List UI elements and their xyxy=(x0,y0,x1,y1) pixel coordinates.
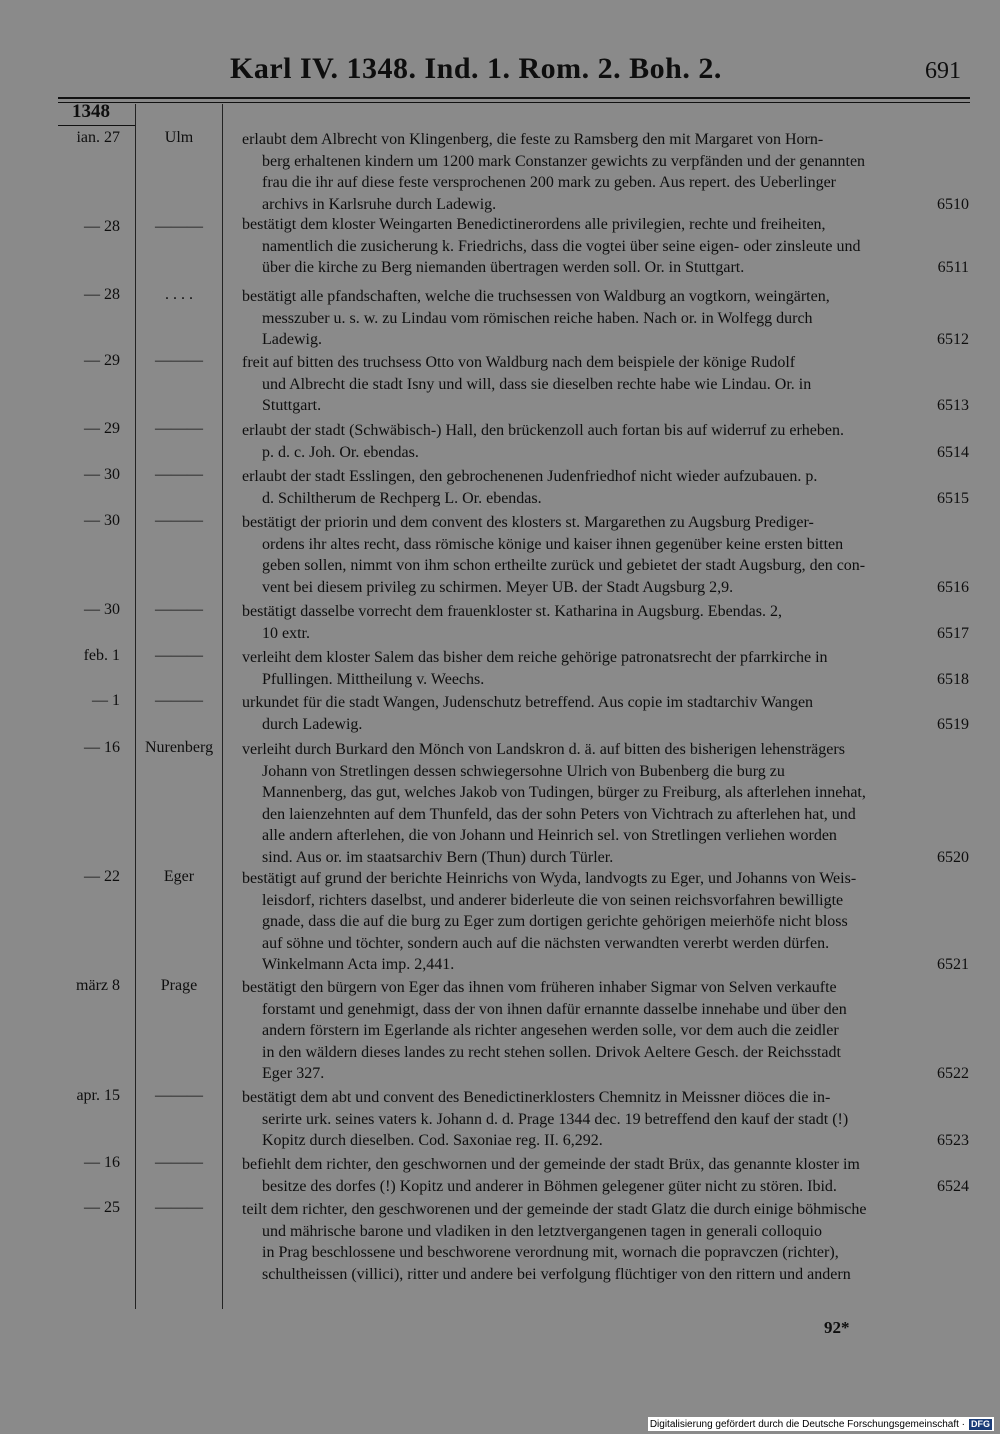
entry-text xyxy=(242,1154,969,1197)
entry-text xyxy=(242,1199,969,1285)
entry-text xyxy=(242,420,969,463)
entry-text-line xyxy=(242,194,969,216)
entry-text-span: 10 extr. xyxy=(262,624,310,642)
entry-text-line xyxy=(242,1221,969,1243)
entry-text xyxy=(242,129,969,215)
entry-text-span: messzuber u. s. w. zu Lindau vom römischen reiche haben. Nach or. in Wolfegg durch xyxy=(262,309,813,327)
entry-number: 6518 xyxy=(937,670,969,688)
entry-text-span: bestätigt der priorin und dem convent des klosters st. Margarethen zu Augsburg Prediger- xyxy=(242,514,814,531)
entry-text-line xyxy=(242,1176,969,1198)
entry-text-span: p. d. c. Joh. Or. ebendas. xyxy=(262,443,419,461)
entry-text xyxy=(242,352,969,417)
entry-text xyxy=(242,512,969,598)
entry-text-span: alle andern afterlehen, die von Johann und Heinrich sel. von Stretlingen verliehen worden xyxy=(262,827,837,844)
entry-text-line xyxy=(242,890,969,912)
entry-text-span: Stuttgart. xyxy=(262,397,322,414)
entry-date: — 30 xyxy=(84,601,120,618)
entry-text-span: besitze des dorfes (!) Kopitz und anderer in Böhmen gelegener güter nicht zu stören. Ibid. xyxy=(262,1177,837,1195)
entry-text-line xyxy=(242,954,969,976)
entry-date: — 22 xyxy=(84,868,120,885)
entry-text-line xyxy=(242,1020,969,1042)
entry-text-span: Winkelmann Acta imp. 2,441. xyxy=(262,956,455,973)
entry-text-span: archivs in Karlsruhe durch Ladewig. xyxy=(262,195,497,213)
entry-text-line xyxy=(242,669,969,691)
entry-text-line xyxy=(242,257,969,279)
entry-place: ——— xyxy=(155,466,203,483)
column-divider-place xyxy=(222,104,223,1309)
entry-text-line xyxy=(242,329,969,351)
entry-text-span: gnade, dass die auf die burg zu Eger zum dortigen gerichte gehörigen meierhöfe nicht bloss xyxy=(262,913,848,930)
entry-text-span: erlaubt dem Albrecht von Klingenberg, die feste zu Ramsberg den mit Margaret von Horn- xyxy=(242,131,824,148)
entry-text-span: Pfullingen. Mittheilung v. Weechs. xyxy=(262,670,485,688)
entry-text-line xyxy=(242,1199,969,1221)
entry-date: — 16 xyxy=(84,1154,120,1171)
entry-text-line xyxy=(242,488,969,510)
page-number: 691 xyxy=(925,58,961,84)
entry-text xyxy=(242,466,969,509)
entry-text-line xyxy=(242,1130,969,1152)
entry-number: 6521 xyxy=(937,956,969,973)
entry-text xyxy=(242,286,969,351)
entry-place: ——— xyxy=(155,420,203,437)
entry-text xyxy=(242,977,969,1085)
entry-text-span: bestätigt den bürgern von Eger das ihnen vom früheren inhaber Sigmar von Selven verkaufte xyxy=(242,979,837,996)
entry-text-span: namentlich die zusicherung k. Friedrichs, dass die vogtei über seine eigen- oder zinsleute und xyxy=(262,237,861,255)
entry-number: 6512 xyxy=(937,331,969,348)
entry-text-line xyxy=(242,466,969,488)
entry-text-span: bestätigt dem kloster Weingarten Benedictinerordens alle privilegien, rechte und freiheiten, xyxy=(242,216,826,233)
year-label: 1348 xyxy=(72,101,110,122)
entry-text-span: bestätigt auf grund der berichte Heinrichs von Wyda, landvogts zu Eger, und Johanns von Weis- xyxy=(242,870,857,887)
entry-text-line xyxy=(242,739,969,761)
entry-text-span: d. Schiltherum de Rechperg L. Or. ebendas. xyxy=(262,489,542,507)
entry-text-span: befiehlt dem richter, den geschwornen und der gemeinde der stadt Brüx, das genannte kloster im xyxy=(242,1156,860,1173)
entry-text-line xyxy=(242,825,969,847)
entry-text-line xyxy=(242,308,969,330)
entry-place: ——— xyxy=(155,512,203,529)
entry-text-span: bestätigt dasselbe vorrecht dem frauenkloster st. Katharina in Augsburg. Ebendas. 2, xyxy=(242,603,783,620)
entry-text-line xyxy=(242,352,969,374)
entry-text-line xyxy=(242,395,969,417)
entry-text xyxy=(242,739,969,868)
entry-text-line xyxy=(242,286,969,308)
entry-date: märz 8 xyxy=(76,977,120,994)
entry-text-span: Mannenberg, das gut, welches Jakob von Tudingen, bürger zu Freiburg, als afterlehen innehat, xyxy=(262,784,866,801)
entry-date: apr. 15 xyxy=(76,1087,120,1104)
entry-text-span: ordens ihr altes recht, dass römische könige und kaiser ihnen gegenüber keine ersten bitten xyxy=(262,535,844,553)
entry-text-line xyxy=(242,555,969,577)
entry-text-line xyxy=(242,236,969,258)
entry-date: — 16 xyxy=(84,739,120,756)
entry-text-line xyxy=(242,1242,969,1264)
entry-place: Ulm xyxy=(164,129,194,146)
entry-number: 6516 xyxy=(937,578,969,596)
entry-text-span: auf söhne und töchter, sondern auch auf die nächsten verwandten vererbt werden dürfen. xyxy=(262,934,830,952)
entry-text-span: bestätigt dem abt und convent des Benedictinerklosters Chemnitz in Meissner diöces die in- xyxy=(242,1089,831,1106)
entry-text-line xyxy=(242,1154,969,1176)
entry-text-span: andern förstern im Egerlande als richter angesehen werden solle, vor dem auch die zeidler xyxy=(262,1022,839,1039)
footer-text: Digitalisierung gefördert durch die Deutsche Forschungsgemeinschaft · xyxy=(649,1418,965,1430)
entry-text-line xyxy=(242,761,969,783)
entry-text-span: urkundet für die stadt Wangen, Judenschutz betreffend. Aus copie im stadtarchiv Wangen xyxy=(242,694,814,711)
entry-text-line xyxy=(242,911,969,933)
entry-text-line xyxy=(242,623,969,645)
entry-place: ——— xyxy=(155,1087,203,1104)
entry-place: Prage xyxy=(160,977,198,994)
entry-text xyxy=(242,868,969,976)
entry-text-line xyxy=(242,977,969,999)
entry-place: ——— xyxy=(155,1154,203,1171)
entry-text-line xyxy=(242,847,969,869)
entry-text-span: teilt dem richter, den geschworenen und der gemeinde der stadt Glatz die durch einige böhmische xyxy=(242,1201,867,1218)
entry-text-span: vent bei diesem privileg zu schirmen. Meyer UB. der Stadt Augsburg 2,9. xyxy=(262,578,734,596)
entry-text-line xyxy=(242,374,969,396)
entry-date: — 25 xyxy=(84,1199,120,1216)
entry-text-line xyxy=(242,692,969,714)
entry-number: 6520 xyxy=(937,848,969,866)
entry-number: 6511 xyxy=(937,259,969,276)
entry-number: 6524 xyxy=(937,1177,969,1195)
entry-text-span: forstamt und genehmigt, dass der von ihnen dafür ernannte dasselbe innehabe und über den xyxy=(262,1000,847,1018)
entry-text-span: Eger 327. xyxy=(262,1065,325,1082)
entry-place: ——— xyxy=(155,647,203,664)
entry-text-span: in den wäldern dieses landes zu recht stehen sollen. Drivok Aeltere Gesch. der Reichsstadt xyxy=(262,1043,841,1061)
entry-text-span: über die kirche zu Berg niemanden übertragen werden soll. Or. in Stuttgart. xyxy=(262,259,745,276)
entry-text xyxy=(242,214,969,279)
entry-text-span: Ladewig. xyxy=(262,331,322,348)
entry-number: 6514 xyxy=(937,443,969,461)
entry-text-span: frau die ihr auf diese feste versprochenen 200 mark zu geben. Aus repert. des Ueberlinger xyxy=(262,174,836,191)
entry-text-line xyxy=(242,214,969,236)
entry-text-line xyxy=(242,1042,969,1064)
entry-date: ian. 27 xyxy=(76,129,120,146)
entry-place: Eger xyxy=(163,868,195,885)
entry-number: 6522 xyxy=(937,1065,969,1082)
entry-date: feb. 1 xyxy=(83,647,120,664)
year-underline xyxy=(58,125,136,126)
entry-text-span: schultheissen (villici), ritter und andere bei verfolgung flüchtiger von den rittern und andern xyxy=(262,1265,851,1283)
entry-place: ——— xyxy=(155,692,203,709)
entry-place: ——— xyxy=(155,218,203,235)
page-header-title: Karl IV. 1348. Ind. 1. Rom. 2. Boh. 2. xyxy=(230,52,722,85)
entry-text-line xyxy=(242,782,969,804)
entry-place: ——— xyxy=(155,352,203,369)
entry-text-line xyxy=(242,577,969,599)
entry-text-line xyxy=(242,868,969,890)
entry-text-span: geben sollen, nimmt von ihm schon ertheilte zurück und gebietet der stadt Augsburg, den con- xyxy=(262,557,866,574)
entry-number: 6510 xyxy=(937,195,969,213)
entry-date: — 1 xyxy=(92,692,120,709)
entry-text-span: erlaubt der stadt Esslingen, den gebrochenenen Judenfriedhof nicht wieder aufzubauen. p. xyxy=(242,468,818,485)
entry-text-line xyxy=(242,1063,969,1085)
entry-text-span: leisdorf, richters daselbst, und anderer biderleute die von seinen reichsvorfahren bewilligte xyxy=(262,891,844,909)
entry-text-line xyxy=(242,1264,969,1286)
entry-number: 6519 xyxy=(937,715,969,733)
entry-text-span: sind. Aus or. im staatsarchiv Bern (Thun) durch Türler. xyxy=(262,848,614,866)
entry-text-line xyxy=(242,933,969,955)
entry-number: 6517 xyxy=(937,624,969,642)
entry-text xyxy=(242,1087,969,1152)
entry-text-line xyxy=(242,420,969,442)
entry-text-line xyxy=(242,804,969,826)
entry-place: Nurenberg xyxy=(144,739,214,756)
entry-text-line xyxy=(242,601,969,623)
entry-text-line xyxy=(242,534,969,556)
entry-text-span: verleiht dem kloster Salem das bisher dem reiche gehörige patronatsrecht der pfarrkirche in xyxy=(242,649,828,666)
entry-text-span: bestätigt alle pfandschaften, welche die truchsessen von Waldburg an vogtkorn, weingärten, xyxy=(242,288,830,305)
entry-text xyxy=(242,692,969,735)
entry-text-span: durch Ladewig. xyxy=(262,715,363,733)
entry-text-span: serirte urk. seines vaters k. Johann d. d. Prage 1344 dec. 19 betreffend den kauf der stadt (!) xyxy=(262,1110,849,1128)
entry-date: — 28 xyxy=(84,218,120,235)
entry-text-span: und mährische barone und vladiken in den letztvergangenen tagen in generali colloquio xyxy=(262,1222,822,1240)
entry-date: — 29 xyxy=(84,420,120,437)
entry-text-line xyxy=(242,172,969,194)
entry-place: . . . . xyxy=(165,286,193,303)
entry-text-line xyxy=(242,442,969,464)
entry-text-line xyxy=(242,999,969,1021)
entry-text-line xyxy=(242,1087,969,1109)
entry-text-line xyxy=(242,647,969,669)
entry-number: 6523 xyxy=(937,1132,969,1149)
entry-text-span: berg erhaltenen kindern um 1200 mark Constanzer gewichts zu verpfänden und der genannten xyxy=(262,152,866,170)
signature-mark: 92* xyxy=(824,1318,850,1337)
entry-date: — 28 xyxy=(84,286,120,303)
entry-text-span: in Prag beschlossene und beschworene verordnung mit, wornach die popravczen (richter), xyxy=(262,1244,839,1261)
entry-text-span: erlaubt der stadt (Schwäbisch-) Hall, den brückenzoll auch fortan bis auf widerruf zu erheben. xyxy=(242,422,844,439)
header-rule xyxy=(58,97,970,99)
entry-place: ——— xyxy=(155,1199,203,1216)
entry-text-span: verleiht durch Burkard den Mönch von Landskron d. ä. auf bitten des bisherigen lehensträgers xyxy=(242,741,845,758)
entry-date: — 30 xyxy=(84,466,120,483)
entry-place: ——— xyxy=(155,601,203,618)
entry-text-line xyxy=(242,151,969,173)
entry-text xyxy=(242,601,969,644)
entry-text xyxy=(242,647,969,690)
entry-number: 6515 xyxy=(937,489,969,507)
entry-text-span: und Albrecht die stadt Isny und will, dass sie dieselben rechte habe wie Lindau. Or. in xyxy=(262,375,812,393)
entry-text-line xyxy=(242,714,969,736)
entry-date: — 29 xyxy=(84,352,120,369)
entry-number: 6513 xyxy=(937,397,969,414)
footer-credit xyxy=(648,1417,994,1431)
entry-text-span: Kopitz durch dieselben. Cod. Saxoniae reg. II. 6,292. xyxy=(262,1132,603,1149)
dfg-logo: DFG xyxy=(971,1418,990,1429)
header-rule-thin xyxy=(58,102,970,103)
entry-text-span: den laienzehnten auf dem Thunfeld, das der sohn Peters von Vichtrach zu afterlehen hat, und xyxy=(262,805,856,823)
entry-text-line xyxy=(242,129,969,151)
entry-text-span: freit auf bitten des truchsess Otto von Waldburg nach dem beispiele der könige Rudolf xyxy=(242,354,796,371)
entry-text-span: Johann von Stretlingen dessen schwiegersohne Ulrich von Bubenberg die burg zu xyxy=(262,762,785,780)
entry-text-line xyxy=(242,512,969,534)
entry-date: — 30 xyxy=(84,512,120,529)
entry-text-line xyxy=(242,1109,969,1131)
